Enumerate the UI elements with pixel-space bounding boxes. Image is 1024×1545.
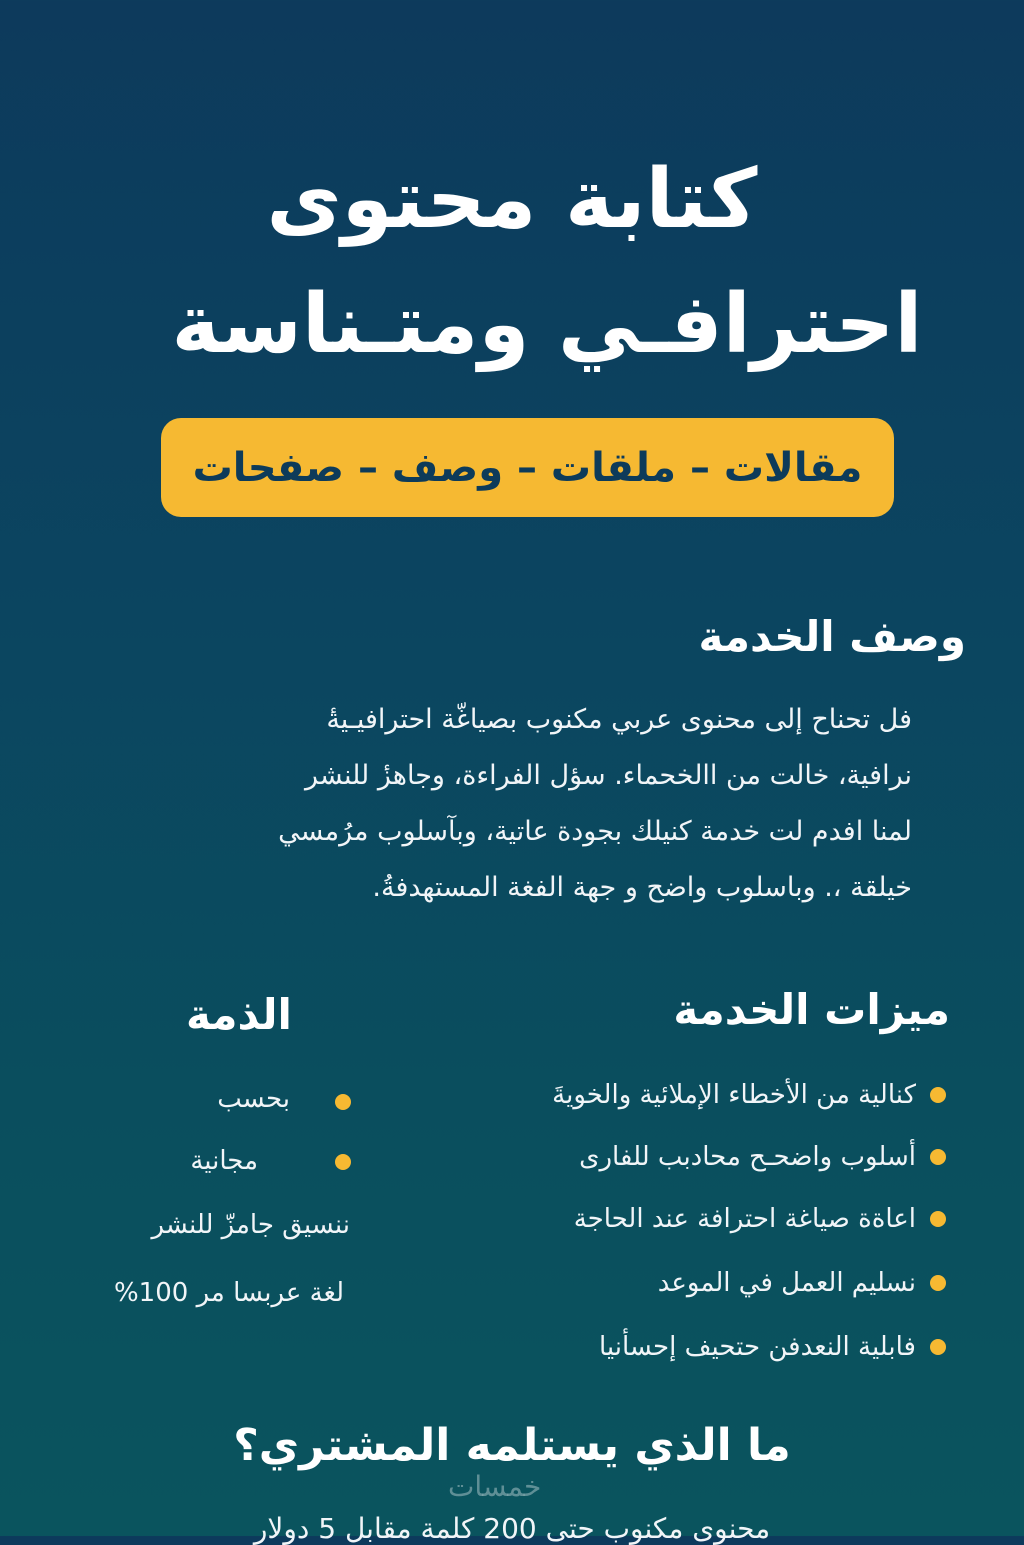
feature-text: نسليم العمل في الموعد [657,1268,916,1298]
feature-text: أسلوب واضحـح محادبب للفارى [579,1142,916,1172]
bullet-dot-icon [930,1339,946,1355]
service-types-text: مقالات – ملقات – وصف – صفحات [192,444,863,491]
feature-item [579,1142,946,1172]
extras-item: لغة عربسا مر 100% [113,1278,344,1308]
service-types-pill [161,418,894,517]
bullet-dot-icon [335,1154,351,1170]
features-heading: ميزات الخدمة [673,985,950,1034]
description-line: لمنا افدم لت خدمة كنيلك بجودة عاتية، وبآسلوب مرُمسي [278,816,912,847]
feature-text: فابلية النعدفن حتحيف إحسأنيا [598,1332,916,1362]
feature-item [552,1080,946,1110]
extras-item: مجانية [190,1146,258,1176]
extras-heading: الذمة [186,990,292,1039]
description-line: فل تحناح إلى محنوى عربي مكنوب بصياغّة احترافيـيةٔ [326,704,912,735]
extras-item: بحسب [217,1084,290,1114]
delivery-line: محنوى مكنوب حتى 200 كلمة مقابل 5 دولار [253,1512,771,1545]
watermark-logo: خمسات [448,1470,542,1503]
feature-item [658,1268,946,1298]
hero-title-line-1: كتابة محتوى [266,152,758,247]
bullet-dot-icon [930,1211,946,1227]
description-heading: وصف الخدمة [698,612,966,661]
description-line: نرافية، خالت من االخحماء. سؤل الفراءة، وجاهزٔ للنشر [304,760,912,791]
feature-text: كنالية من الأخطاء الإملائية والخويةَ [552,1080,916,1110]
bullet-dot-icon [930,1149,946,1165]
extras-item: ننسيق جامزّ للنشر [151,1210,350,1240]
feature-item [599,1332,946,1362]
hero-title-line-2: احترافـي ومتـناسة [171,277,923,372]
bullet-dot-icon [930,1275,946,1291]
feature-text: اعاةة صياغة احترافة عند الحاجة [573,1204,916,1234]
description-line: خيلقة ،. وباسلوب واضح و جهة الفغة المستهدفةُ. [372,872,912,903]
feature-item [574,1204,946,1234]
delivery-heading: ما الذي يستلمه المشتري؟ [233,1420,791,1471]
bullet-dot-icon [335,1094,351,1110]
bullet-dot-icon [930,1087,946,1103]
